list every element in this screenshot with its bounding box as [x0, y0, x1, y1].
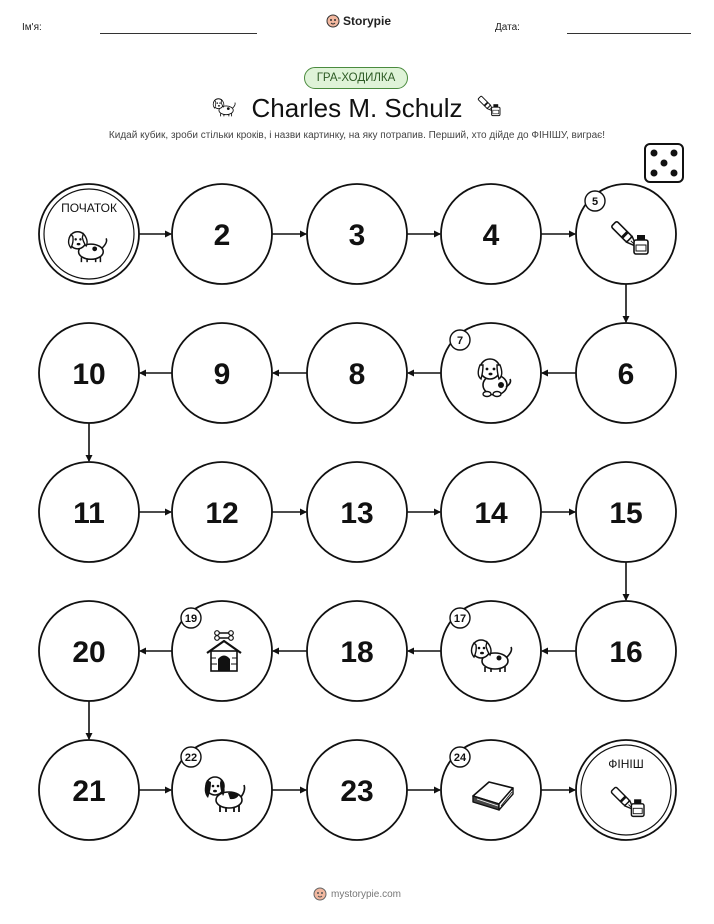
board-cell-16[interactable] [576, 601, 676, 701]
cell-number: 17 [453, 613, 467, 625]
title-dog-icon [213, 99, 235, 117]
cell-number: 4 [482, 219, 500, 252]
board-cell-22[interactable] [172, 740, 272, 840]
finish-cell[interactable] [576, 740, 676, 840]
board-cell-9[interactable] [172, 323, 272, 423]
board-cell-13[interactable] [307, 462, 407, 562]
cell-number: 16 [609, 636, 643, 669]
cell-number: 10 [72, 358, 106, 391]
cell-number: 15 [609, 497, 643, 530]
cell-number: 11 [73, 497, 105, 530]
cell-number: 21 [72, 775, 106, 808]
cell-number: 24 [453, 752, 467, 764]
instructions: Кидай кубик, зроби стільки кроків, і назви картинку, на яку потрапив. Перший, хто дійде до ФІНІШУ, виграє! [108, 130, 606, 141]
cell-number: 7 [456, 335, 464, 347]
title-pen-ink-icon [478, 96, 500, 116]
cell-number: 3 [348, 219, 366, 252]
board-cell-15[interactable] [576, 462, 676, 562]
board-cell-2[interactable] [172, 184, 272, 284]
cell-number: 13 [340, 497, 374, 530]
footer-site: mystorypie.com [330, 888, 401, 900]
cell-number: 19 [184, 613, 198, 625]
board-cell-8[interactable] [307, 323, 407, 423]
start-cell[interactable] [39, 184, 139, 284]
brand-name: Storypie [343, 14, 392, 28]
footer [0, 887, 714, 901]
name-label: Ім'я: [22, 22, 42, 33]
board-cell-3[interactable] [307, 184, 407, 284]
board-cell-4[interactable] [441, 184, 541, 284]
cell-number: 2 [213, 219, 231, 252]
board-cell-21[interactable] [39, 740, 139, 840]
board-cell-7[interactable] [441, 323, 541, 423]
board-cell-19[interactable] [172, 601, 272, 701]
board-cell-20[interactable] [39, 601, 139, 701]
cell-number: 18 [340, 636, 374, 669]
cell-number: 8 [348, 358, 366, 391]
cell-number: 9 [213, 358, 231, 391]
storypie-logo-icon [313, 887, 327, 901]
start-label: ПОЧАТОК [61, 201, 117, 215]
cell-circle [576, 740, 676, 840]
board-cells [39, 184, 676, 840]
cell-number: 5 [591, 196, 599, 208]
board-cell-12[interactable] [172, 462, 272, 562]
cell-number: 6 [617, 358, 635, 391]
finish-label: ФІНІШ [608, 757, 644, 771]
board-cell-6[interactable] [576, 323, 676, 423]
cell-number: 20 [72, 636, 106, 669]
board-cell-24[interactable] [441, 740, 541, 840]
dice-icon [645, 144, 683, 182]
cell-number: 23 [340, 775, 374, 808]
board-cell-18[interactable] [307, 601, 407, 701]
board-cell-11[interactable] [39, 462, 139, 562]
game-type-badge: ГРА-ХОДИЛКА [304, 67, 408, 89]
board-cell-10[interactable] [39, 323, 139, 423]
cell-number: 14 [474, 497, 508, 530]
board-cell-14[interactable] [441, 462, 541, 562]
board-cell-5[interactable] [576, 184, 676, 284]
board-cell-23[interactable] [307, 740, 407, 840]
board-cell-17[interactable] [441, 601, 541, 701]
cell-number: 22 [184, 752, 198, 764]
cell-circle [39, 184, 139, 284]
date-label: Дата: [495, 22, 520, 33]
page-title: Charles M. Schulz [251, 93, 463, 123]
cell-number: 12 [205, 497, 239, 530]
